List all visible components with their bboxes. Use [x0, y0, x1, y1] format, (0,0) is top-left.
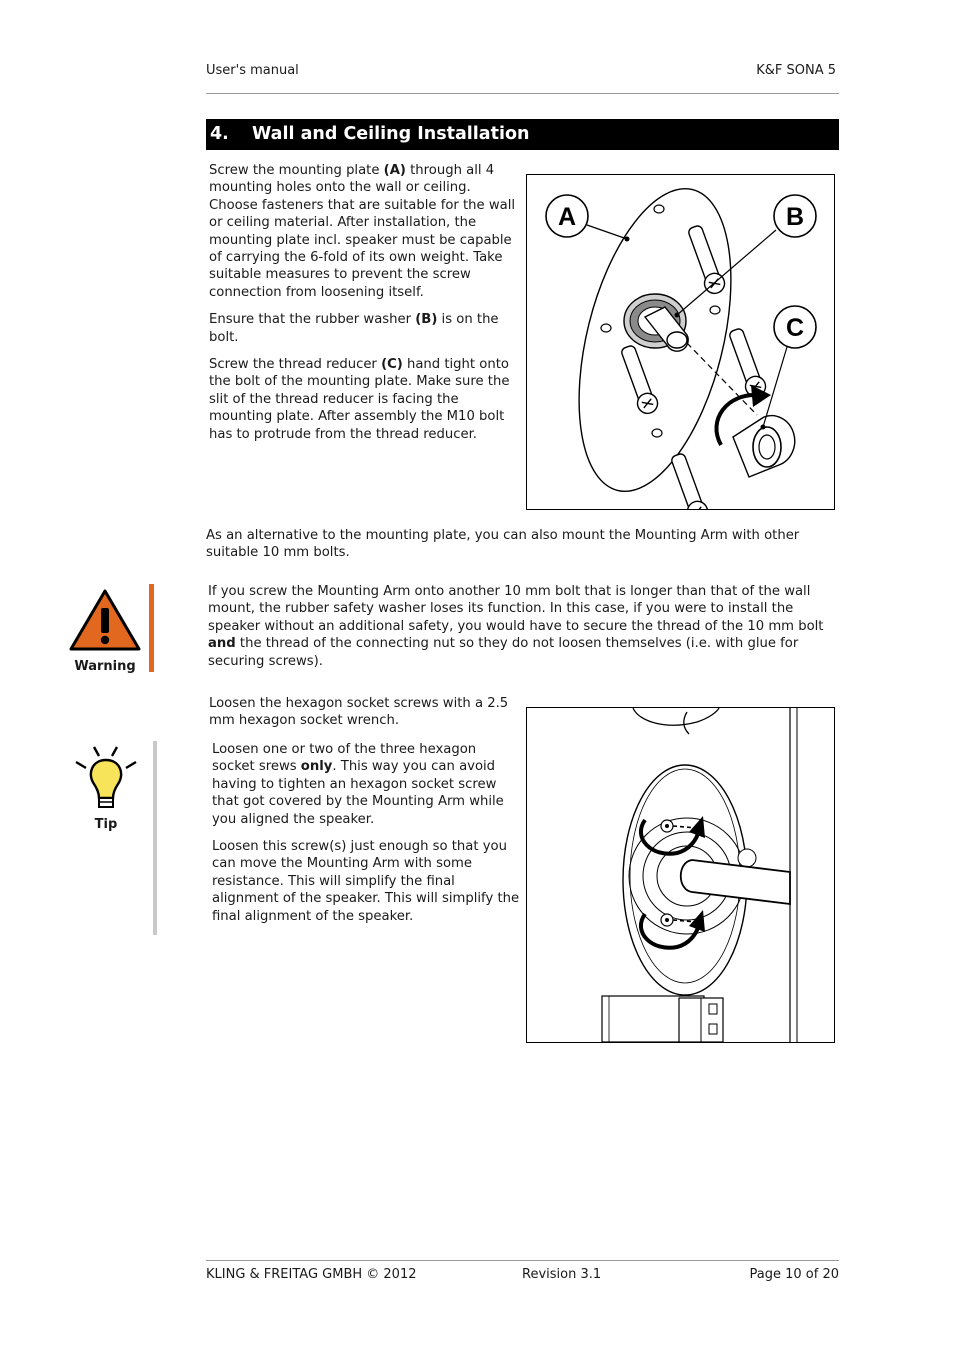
mounting-plate-figure	[526, 174, 835, 510]
warning-label: Warning	[74, 659, 136, 675]
hexagon-screws-figure	[526, 707, 835, 1043]
mounting-plate-drawing	[527, 175, 834, 509]
footer-company: KLING & FREITAG GMBH © 2012	[206, 1267, 417, 1282]
mounting-plate-instructions	[209, 162, 521, 453]
label-a: A	[557, 203, 577, 231]
section-title: Wall and Ceiling Installation	[252, 124, 530, 144]
warning-block	[68, 588, 142, 676]
section-number: 4.	[210, 124, 229, 144]
warning-text: If you screw the Mounting Arm onto another 10 mm bolt that is longer than that of the wall mount, the rubber safety washer loses its function. In this case, if you were to install the speaker without an additional safety, you would have to secure the thread of the 10 mm bolt and the thread of the connecting nut so they do not loosen themselves (i.e. with glue for securing screws).	[208, 584, 824, 669]
hexagon-screw-instruction: Loosen the hexagon socket screws with a 2.5 mm hexagon socket wrench.	[209, 696, 509, 729]
label-c: C	[785, 314, 805, 342]
section-title-bar	[206, 119, 839, 150]
hexagon-screws-drawing	[527, 708, 834, 1042]
instruction-mounting-plate: Screw the mounting plate (A) through all 4 mounting holes onto the wall or ceiling. Choose fasteners that are suitable for the wall or ceiling material. After installation, the mounting plate incl. speaker must be capable of carrying the 6-fold of its own weight. Take suitable measures to prevent the screw connection from loosening itself.	[209, 163, 516, 300]
header-doc-type: User's manual	[206, 63, 299, 78]
tip-block	[72, 744, 140, 834]
tip-alignment: Loosen this screw(s) just enough so that you can move the Mounting Arm with some resistance. This will simplify the final alignment of the speaker. This will simplify the final alignment of the speaker.	[212, 839, 520, 924]
alternative-mounting-note: As an alternative to the mounting plate, you can also mount the Mounting Arm with other suitable 10 mm bolts.	[206, 528, 800, 561]
warning-bar	[149, 584, 154, 672]
footer-page-number: Page 10 of 20	[749, 1267, 839, 1282]
tip-label: Tip	[94, 817, 118, 833]
lightbulb-icon	[72, 744, 140, 810]
footer-divider	[206, 1260, 839, 1261]
tip-loosen-screws: Loosen one or two of the three hexagon socket srews only. This way you can avoid having to tighten an hexagon socket screw that got covered by the Mounting Arm while you aligned the speaker.	[212, 742, 504, 827]
tip-bar	[153, 741, 157, 935]
label-b: B	[785, 203, 805, 231]
header-divider	[206, 93, 839, 94]
instruction-thread-reducer: Screw the thread reducer (C) hand tight onto the bolt of the mounting plate. Make sure the slit of the thread reducer is facing the mounting plate. After assembly the M10 bolt has to protrude from the thread reducer.	[209, 357, 510, 442]
header-product: K&F SONA 5	[756, 63, 836, 78]
warning-icon	[68, 588, 142, 652]
tip-instructions	[212, 741, 522, 925]
footer-revision: Revision 3.1	[522, 1267, 602, 1282]
instruction-rubber-washer: Ensure that the rubber washer (B) is on the bolt.	[209, 312, 499, 345]
